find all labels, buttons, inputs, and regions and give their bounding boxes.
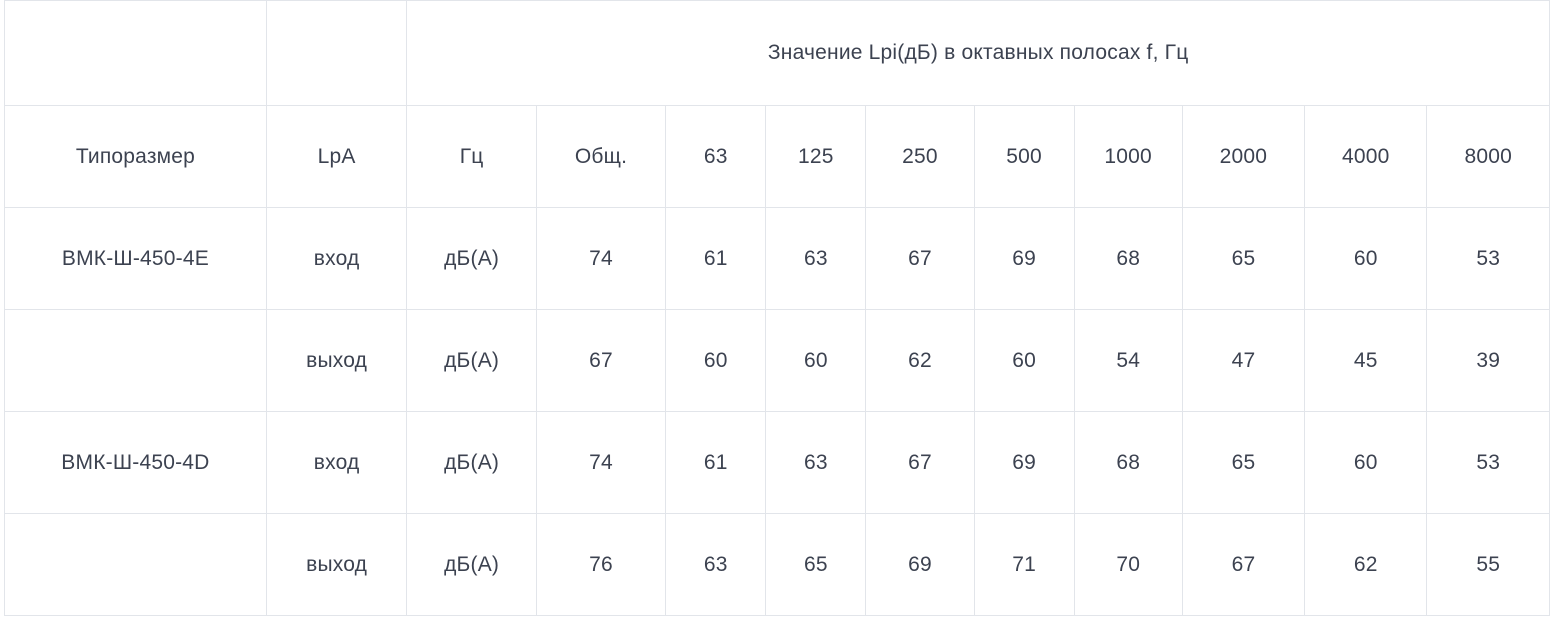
- column-header-250: 250: [866, 106, 974, 208]
- cell-band-63: 61: [666, 208, 766, 310]
- cell-band-63: 61: [666, 412, 766, 514]
- cell-band-4000: 45: [1305, 310, 1427, 412]
- cell-band-8000: 53: [1427, 208, 1550, 310]
- cell-band-2000: 67: [1182, 514, 1304, 616]
- cell-band-500: 69: [974, 208, 1074, 310]
- cell-band-1000: 68: [1074, 208, 1182, 310]
- column-header-125: 125: [766, 106, 866, 208]
- cell-band-500: 69: [974, 412, 1074, 514]
- column-header-63: 63: [666, 106, 766, 208]
- column-header-typorazmer: Типоразмер: [5, 106, 267, 208]
- cell-band-2000: 65: [1182, 208, 1304, 310]
- cell-band-125: 60: [766, 310, 866, 412]
- cell-band-250: 62: [866, 310, 974, 412]
- cell-typorazmer: ВМК-Ш-450-4D: [5, 412, 267, 514]
- column-header-1000: 1000: [1074, 106, 1182, 208]
- cell-band-500: 71: [974, 514, 1074, 616]
- cell-band-250: 69: [866, 514, 974, 616]
- cell-band-8000: 55: [1427, 514, 1550, 616]
- column-header-8000: 8000: [1427, 106, 1550, 208]
- cell-band-500: 60: [974, 310, 1074, 412]
- cell-band-2000: 47: [1182, 310, 1304, 412]
- cell-band-1000: 54: [1074, 310, 1182, 412]
- cell-typorazmer: ВМК-Ш-450-4Е: [5, 208, 267, 310]
- cell-band-4000: 60: [1305, 412, 1427, 514]
- cell-io: вход: [266, 412, 407, 514]
- cell-band-8000: 53: [1427, 412, 1550, 514]
- cell-band-250: 67: [866, 412, 974, 514]
- cell-io: вход: [266, 208, 407, 310]
- cell-io: выход: [266, 310, 407, 412]
- table-row: [5, 208, 1550, 310]
- cell-typorazmer: [5, 514, 267, 616]
- cell-band-1000: 68: [1074, 412, 1182, 514]
- header-group-octave-bands: Значение Lpi(дБ) в октавных полосах f, Гц: [407, 1, 1550, 106]
- cell-total: 76: [536, 514, 665, 616]
- cell-unit: дБ(А): [407, 514, 536, 616]
- cell-band-63: 63: [666, 514, 766, 616]
- table-header-top-row: [5, 1, 1550, 106]
- header-empty-typoразмер: [5, 1, 267, 106]
- column-header-total: Общ.: [536, 106, 665, 208]
- cell-io: выход: [266, 514, 407, 616]
- cell-band-2000: 65: [1182, 412, 1304, 514]
- cell-band-4000: 62: [1305, 514, 1427, 616]
- column-header-500: 500: [974, 106, 1074, 208]
- cell-band-125: 63: [766, 412, 866, 514]
- column-header-4000: 4000: [1305, 106, 1427, 208]
- column-header-hz: Гц: [407, 106, 536, 208]
- cell-band-63: 60: [666, 310, 766, 412]
- table-row: [5, 514, 1550, 616]
- cell-total: 67: [536, 310, 665, 412]
- cell-total: 74: [536, 208, 665, 310]
- cell-band-250: 67: [866, 208, 974, 310]
- acoustic-noise-table: [4, 0, 1550, 616]
- cell-band-125: 63: [766, 208, 866, 310]
- cell-typorazmer: [5, 310, 267, 412]
- column-header-2000: 2000: [1182, 106, 1304, 208]
- column-header-lpa: LpA: [266, 106, 407, 208]
- cell-unit: дБ(А): [407, 208, 536, 310]
- table-header-columns-row: [5, 106, 1550, 208]
- table-row: [5, 412, 1550, 514]
- header-empty-lpa: [266, 1, 407, 106]
- cell-band-8000: 39: [1427, 310, 1550, 412]
- table-row: [5, 310, 1550, 412]
- cell-band-4000: 60: [1305, 208, 1427, 310]
- cell-unit: дБ(А): [407, 310, 536, 412]
- cell-total: 74: [536, 412, 665, 514]
- cell-unit: дБ(А): [407, 412, 536, 514]
- cell-band-125: 65: [766, 514, 866, 616]
- cell-band-1000: 70: [1074, 514, 1182, 616]
